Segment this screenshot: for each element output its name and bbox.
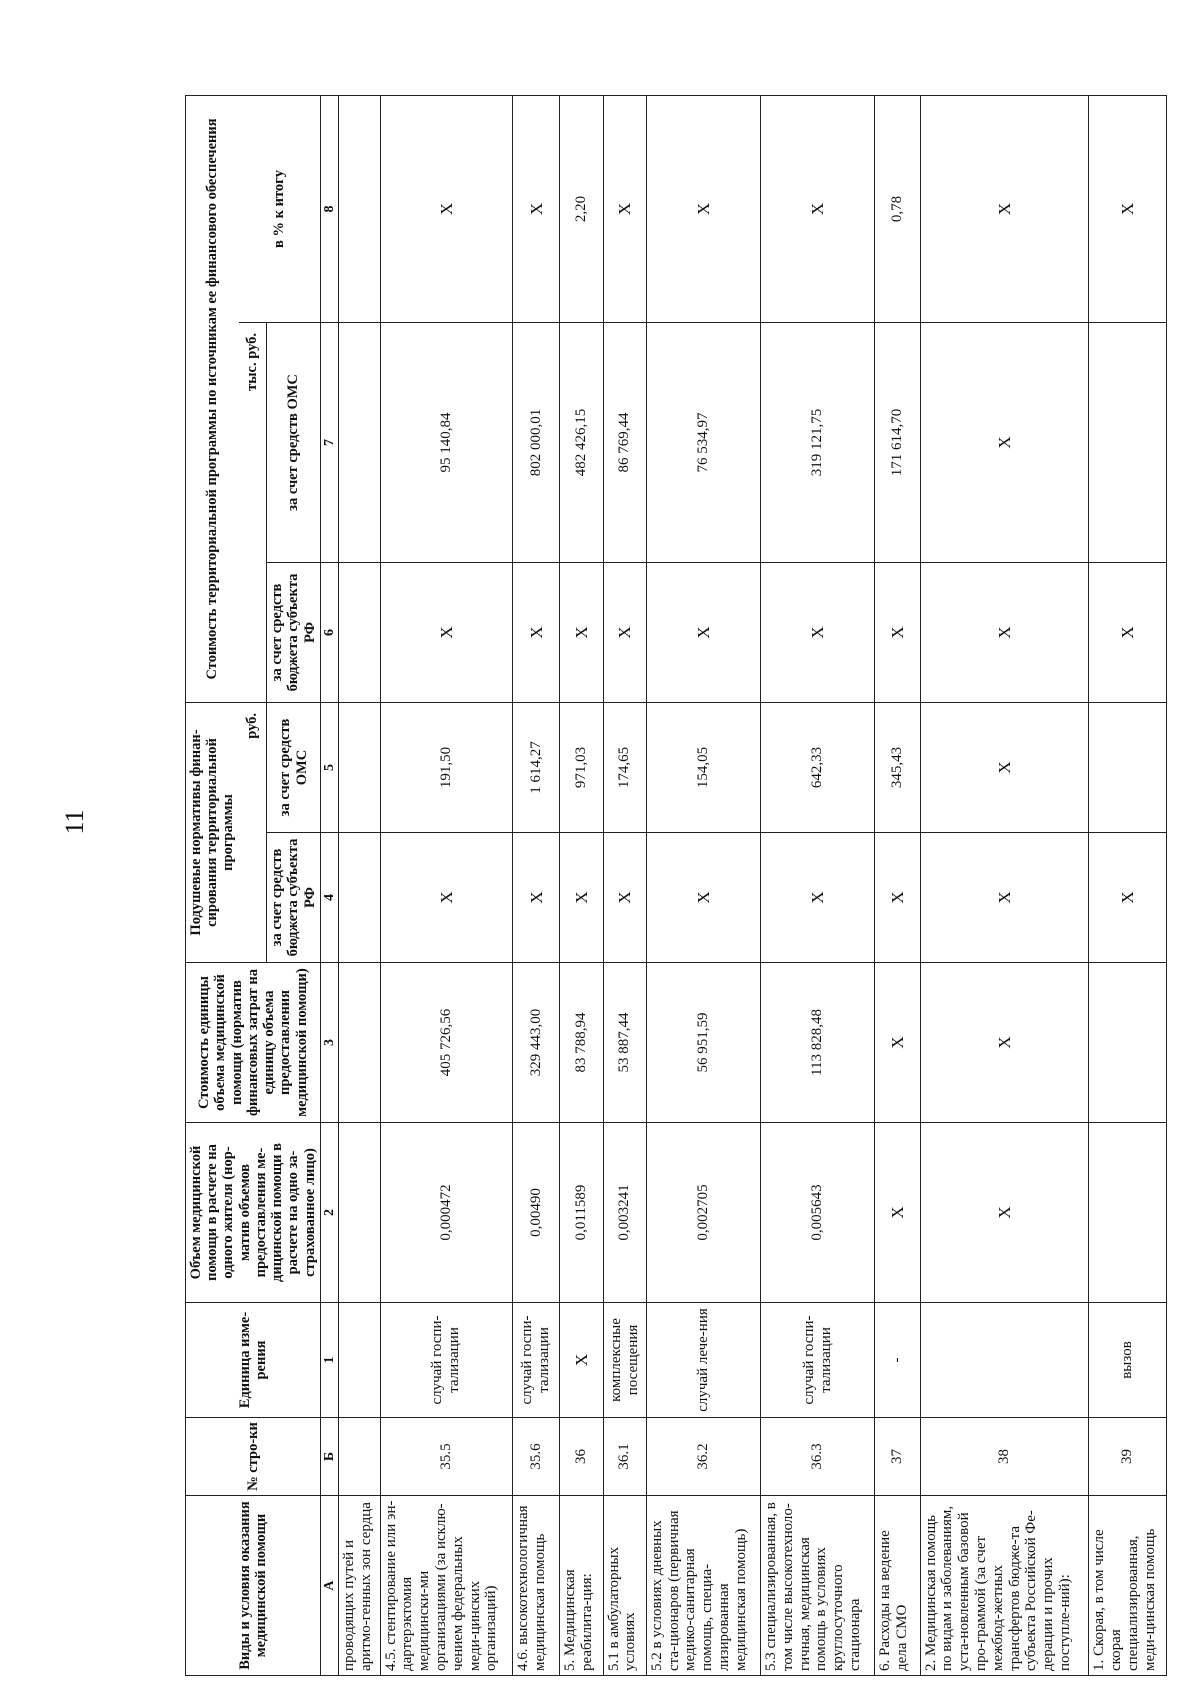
row-number: 36.2 xyxy=(646,1418,760,1496)
unit-cost-cell: 56 951,59 xyxy=(646,963,760,1123)
percent-cell: X xyxy=(512,95,560,322)
cost-oms-cell: 76 534,97 xyxy=(646,322,760,562)
cost-budget-cell: X xyxy=(380,562,512,702)
unit-cell: - xyxy=(875,1303,920,1418)
cost-budget-cell: X xyxy=(1089,562,1167,702)
percent-cell: X xyxy=(920,95,1089,322)
column-number: 5 xyxy=(320,702,338,832)
table-row xyxy=(380,95,512,1675)
cost-oms-cell: 482 426,15 xyxy=(560,322,603,562)
row-label: 4.6. высокотехнологичная медицинская помощь xyxy=(512,1496,560,1676)
row-number: 36.3 xyxy=(761,1418,875,1496)
row-label: 2. Медицинская помощь по видам и заболеваниям, уста-новленным базовой про-граммой (за счет межбюд-жетных трансфертов бюдже-та субъекта Российской Фе-дерации и прочих поступле-ний): xyxy=(920,1496,1089,1676)
column-number-row xyxy=(320,95,338,1675)
row-number: 35.6 xyxy=(512,1418,560,1496)
row-label: 5.2 в условиях дневных ста-ционаров (первичная медико-санитарная помощь, специа-лизированная медицинская помощь) xyxy=(646,1496,760,1676)
volume-cell: 0,011589 xyxy=(560,1123,603,1303)
percent-cell xyxy=(338,95,380,322)
page-number: 11 xyxy=(60,809,89,835)
unit-cost-cell: 329 443,00 xyxy=(512,963,560,1123)
percent-cell: 0,78 xyxy=(875,95,920,322)
norm-oms-cell: 971,03 xyxy=(560,702,603,832)
volume-cell: 0,00490 xyxy=(512,1123,560,1303)
unit-cost-cell: X xyxy=(920,963,1089,1123)
row-number: 37 xyxy=(875,1418,920,1496)
norm-budget-cell: X xyxy=(646,833,760,963)
header-group-norms: Подушевые нормативы финан-сирования территориальной программы xyxy=(186,702,239,962)
cost-oms-cell xyxy=(338,322,380,562)
row-label: проводящих путей и аритмо-генных зон сердца xyxy=(338,1496,380,1676)
unit-cost-cell: 405 726,56 xyxy=(380,963,512,1123)
norm-oms-cell xyxy=(338,702,380,832)
table-row xyxy=(338,95,380,1675)
header-col-1: Единица изме-рения xyxy=(186,1303,321,1418)
percent-cell: X xyxy=(646,95,760,322)
unit-cell: случай лече-ния xyxy=(646,1303,760,1418)
unit-cost-cell xyxy=(1089,963,1167,1123)
row-number xyxy=(338,1418,380,1496)
header-group-cost: Стоимость территориальной программы по источникам ее финансового обеспечения xyxy=(186,95,239,702)
row-label: 5.3 специализированная, в том числе высокотехноло-гичная, медицинская помощь в условиях круглосуточного стационара xyxy=(761,1496,875,1676)
unit-cost-cell: 113 828,48 xyxy=(761,963,875,1123)
norm-oms-cell: 191,50 xyxy=(380,702,512,832)
norm-budget-cell: X xyxy=(380,833,512,963)
header-cost-unit: тыс. руб. xyxy=(239,322,267,702)
cost-oms-cell: 319 121,75 xyxy=(761,322,875,562)
unit-cell: комплексные посещения xyxy=(603,1303,646,1418)
column-number: 4 xyxy=(320,833,338,963)
norm-budget-cell: X xyxy=(1089,833,1167,963)
column-number: 7 xyxy=(320,322,338,562)
norm-oms-cell: 154,05 xyxy=(646,702,760,832)
norm-oms-cell xyxy=(1089,702,1167,832)
norm-budget-cell: X xyxy=(875,833,920,963)
column-number: Б xyxy=(320,1418,338,1496)
table-rotated-wrapper xyxy=(185,96,1160,1676)
percent-cell: 2,20 xyxy=(560,95,603,322)
unit-cell: случай госпи-тализации xyxy=(512,1303,560,1418)
percent-cell: X xyxy=(603,95,646,322)
table-row xyxy=(875,95,920,1675)
row-label: 6. Расходы на ведение дела СМО xyxy=(875,1496,920,1676)
table-row xyxy=(1089,95,1167,1675)
header-col-6: за счет средств бюджета субъекта РФ xyxy=(267,562,321,702)
column-number: 8 xyxy=(320,95,338,322)
header-col-2: Объем медицинской помощи в расчете на одного жителя (нор-матив объемов предоставления ме-дицинской помощи в расчете на одно за-страхованное лицо) xyxy=(186,1123,321,1303)
volume-cell: X xyxy=(875,1123,920,1303)
header-col-3: Стоимость единицы объема медицинской помощи (норматив финансовых затрат на единицу объема предоставления медицинской помощи) xyxy=(186,963,321,1123)
header-norms-unit: руб. xyxy=(239,702,267,962)
norm-oms-cell: 174,65 xyxy=(603,702,646,832)
unit-cell: X xyxy=(560,1303,603,1418)
volume-cell: X xyxy=(920,1123,1089,1303)
row-label: 4.5. стентирование или эн-дартерэктомия медицински-ми организациями (за исклю-чением федеральных меди-цинских организаций) xyxy=(380,1496,512,1676)
norm-budget-cell: X xyxy=(512,833,560,963)
volume-cell xyxy=(1089,1123,1167,1303)
unit-cost-cell: X xyxy=(875,963,920,1123)
cost-oms-cell: 95 140,84 xyxy=(380,322,512,562)
cost-oms-cell xyxy=(1089,322,1167,562)
unit-cell xyxy=(920,1303,1089,1418)
unit-cell xyxy=(338,1303,380,1418)
header-col-7: за счет средств ОМС xyxy=(267,322,321,562)
row-number: 38 xyxy=(920,1418,1089,1496)
table-row xyxy=(603,95,646,1675)
column-number: 6 xyxy=(320,562,338,702)
norm-oms-cell: 1 614,27 xyxy=(512,702,560,832)
norm-budget-cell: X xyxy=(761,833,875,963)
cost-budget-cell: X xyxy=(875,562,920,702)
row-label: 5. Медицинская реабилита-ция: xyxy=(560,1496,603,1676)
row-label: 1. Скорая, в том числе скорая специализированная, меди-цинская помощь xyxy=(1089,1496,1167,1676)
table-row xyxy=(646,95,760,1675)
volume-cell: 0,000472 xyxy=(380,1123,512,1303)
percent-cell: X xyxy=(761,95,875,322)
column-number: 1 xyxy=(320,1303,338,1418)
financing-table xyxy=(185,95,1167,1676)
table-row xyxy=(560,95,603,1675)
cost-oms-cell: X xyxy=(920,322,1089,562)
cost-budget-cell: X xyxy=(646,562,760,702)
unit-cell: вызов xyxy=(1089,1303,1167,1418)
table-row xyxy=(512,95,560,1675)
unit-cost-cell: 53 887,44 xyxy=(603,963,646,1123)
unit-cell: случай госпи-тализации xyxy=(380,1303,512,1418)
unit-cost-cell: 83 788,94 xyxy=(560,963,603,1123)
percent-cell: X xyxy=(1089,95,1167,322)
row-label: 5.1 в амбулаторных условиях xyxy=(603,1496,646,1676)
row-number: 36 xyxy=(560,1418,603,1496)
column-number: 2 xyxy=(320,1123,338,1303)
row-number: 35.5 xyxy=(380,1418,512,1496)
percent-cell: X xyxy=(380,95,512,322)
header-col-5: за счет средств ОМС xyxy=(267,702,321,832)
norm-oms-cell: 642,33 xyxy=(761,702,875,832)
cost-budget-cell: X xyxy=(512,562,560,702)
volume-cell: 0,002705 xyxy=(646,1123,760,1303)
unit-cell: случай госпи-тализации xyxy=(761,1303,875,1418)
header-col-a: Виды и условия оказания медицинской помощи xyxy=(186,1496,321,1676)
cost-budget-cell xyxy=(338,562,380,702)
cost-budget-cell: X xyxy=(920,562,1089,702)
volume-cell xyxy=(338,1123,380,1303)
header-col-b: № стро-ки xyxy=(186,1418,321,1496)
volume-cell: 0,003241 xyxy=(603,1123,646,1303)
column-number: 3 xyxy=(320,963,338,1123)
norm-oms-cell: 345,43 xyxy=(875,702,920,832)
table-row xyxy=(920,95,1089,1675)
norm-oms-cell: X xyxy=(920,702,1089,832)
row-number: 36.1 xyxy=(603,1418,646,1496)
table-row xyxy=(761,95,875,1675)
unit-cost-cell xyxy=(338,963,380,1123)
norm-budget-cell xyxy=(338,833,380,963)
norm-budget-cell: X xyxy=(560,833,603,963)
cost-oms-cell: 86 769,44 xyxy=(603,322,646,562)
row-number: 39 xyxy=(1089,1418,1167,1496)
cost-budget-cell: X xyxy=(603,562,646,702)
cost-budget-cell: X xyxy=(761,562,875,702)
norm-budget-cell: X xyxy=(920,833,1089,963)
column-number: А xyxy=(320,1496,338,1676)
cost-oms-cell: 802 000,01 xyxy=(512,322,560,562)
volume-cell: 0,005643 xyxy=(761,1123,875,1303)
header-col-8: в % к итогу xyxy=(239,95,321,322)
cost-budget-cell: X xyxy=(560,562,603,702)
norm-budget-cell: X xyxy=(603,833,646,963)
cost-oms-cell: 171 614,70 xyxy=(875,322,920,562)
header-col-4: за счет средств бюджета субъекта РФ xyxy=(267,833,321,963)
